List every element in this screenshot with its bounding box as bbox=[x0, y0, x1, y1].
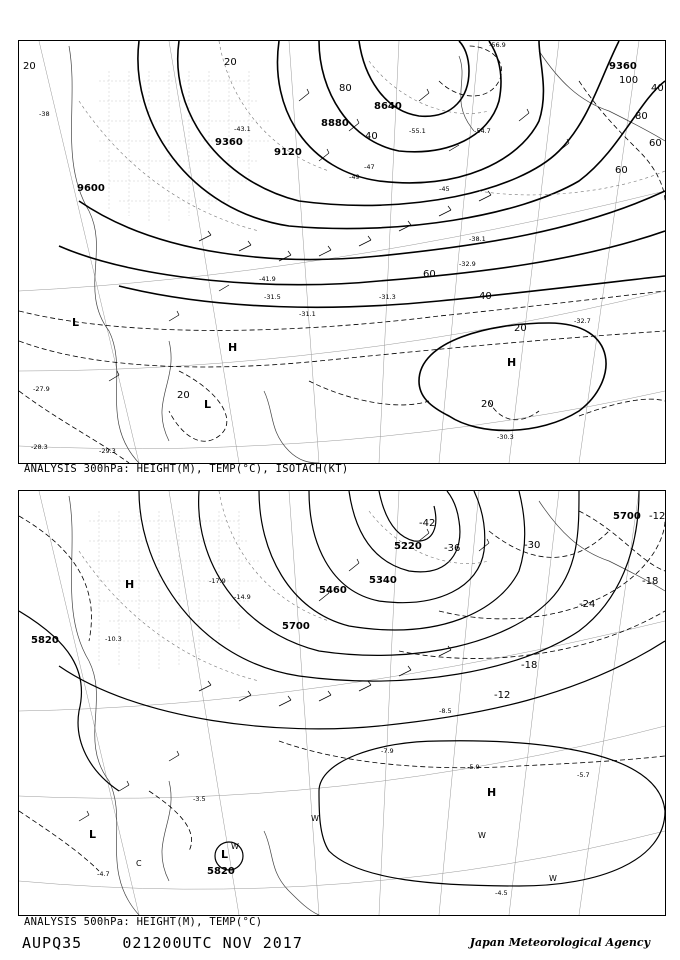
height-label: 5700 bbox=[613, 511, 641, 522]
temp-label: -38.1 bbox=[469, 235, 486, 243]
isotach-label: 40 bbox=[479, 291, 492, 302]
high-center: H bbox=[507, 356, 517, 369]
high-center: H bbox=[125, 578, 135, 591]
temp-label: -30.3 bbox=[497, 433, 514, 441]
panel-500-caption: ANALYSIS 500hPa: HEIGHT(M), TEMP(°C) bbox=[24, 916, 263, 928]
height-contours bbox=[19, 491, 665, 886]
isotherm-label: -24 bbox=[579, 599, 596, 610]
map-300hpa bbox=[18, 40, 666, 464]
map-300hpa-canvas bbox=[19, 41, 665, 463]
warm-mark: W bbox=[311, 814, 319, 823]
temp-label: -55.1 bbox=[409, 127, 426, 135]
chart-id-and-time bbox=[22, 934, 303, 952]
low-center: L bbox=[204, 398, 212, 411]
isotherm-label: -42 bbox=[419, 518, 436, 529]
isotach-label: 100 bbox=[619, 75, 639, 86]
graticule bbox=[19, 491, 665, 915]
isotherm-label: -18 bbox=[642, 576, 659, 587]
graticule bbox=[19, 41, 665, 463]
isotherm-label: -18 bbox=[521, 660, 538, 671]
wind-barbs bbox=[79, 529, 489, 821]
temp-label: -45 bbox=[439, 185, 450, 193]
map-500hpa-canvas bbox=[19, 491, 665, 915]
coastline bbox=[69, 46, 665, 463]
height-label: 5820 bbox=[207, 866, 235, 877]
isotach-label: 80 bbox=[339, 83, 352, 94]
temp-label: -28.3 bbox=[31, 443, 48, 451]
warm-mark: W bbox=[478, 831, 486, 840]
isotherm-label: -36 bbox=[444, 543, 461, 554]
station-label: -4.7 bbox=[97, 870, 110, 878]
temp-label: -38 bbox=[39, 110, 50, 118]
warm-mark: W bbox=[549, 874, 557, 883]
isotach-label: 20 bbox=[514, 323, 527, 334]
height-label: 5700 bbox=[282, 621, 310, 632]
temp-label: -29.3 bbox=[99, 447, 116, 455]
station-label: -5.7 bbox=[577, 771, 590, 779]
temp-label: -41.9 bbox=[259, 275, 276, 283]
isotach-label: 60 bbox=[615, 165, 628, 176]
height-label: 5340 bbox=[369, 575, 397, 586]
low-center: L bbox=[221, 848, 229, 861]
height-label: 8880 bbox=[321, 118, 349, 129]
temp-label: -32.9 bbox=[459, 260, 476, 268]
station-label: -3.5 bbox=[193, 795, 206, 803]
isotach-label: 80 bbox=[635, 111, 648, 122]
isotach-label: 40 bbox=[651, 83, 664, 94]
height-label: 5460 bbox=[319, 585, 347, 596]
station-label: -10.3 bbox=[105, 635, 122, 643]
isotach-lines bbox=[19, 46, 665, 463]
hatched-area bbox=[89, 511, 259, 671]
isotach-labels bbox=[23, 57, 664, 410]
isotach-label: 20 bbox=[481, 399, 494, 410]
coastline bbox=[69, 496, 665, 915]
height-label: 9360 bbox=[215, 137, 243, 148]
high-center: H bbox=[487, 786, 497, 799]
isotach-label: 20 bbox=[23, 61, 36, 72]
station-label: -17.9 bbox=[209, 577, 226, 585]
height-label: 5220 bbox=[394, 541, 422, 552]
hatched-area bbox=[99, 71, 269, 221]
cold-mark: C bbox=[136, 859, 142, 868]
temp-label: -31.1 bbox=[299, 310, 316, 318]
temp-label: -27.9 bbox=[33, 385, 50, 393]
agency-name: Japan Meteorological Agency bbox=[469, 936, 650, 949]
height-label: 5820 bbox=[31, 635, 59, 646]
station-label: -14.9 bbox=[234, 593, 251, 601]
isotach-label: 40 bbox=[365, 131, 378, 142]
height-label: 8640 bbox=[374, 101, 402, 112]
panel-300-caption: ANALYSIS 300hPa: HEIGHT(M), TEMP(°C), ISOTACH(KT) bbox=[24, 463, 349, 475]
low-center: L bbox=[72, 316, 80, 329]
isotherm-label: -12 bbox=[494, 690, 511, 701]
station-label: -5.9 bbox=[467, 763, 480, 771]
temp-label: -43.1 bbox=[234, 125, 251, 133]
station-label: -4.5 bbox=[495, 889, 508, 897]
temp-label: -31.3 bbox=[379, 293, 396, 301]
temp-label: -56.9 bbox=[489, 41, 506, 49]
warm-mark: W bbox=[231, 842, 239, 851]
temperature-labels bbox=[31, 41, 591, 455]
isotach-label: 20 bbox=[177, 390, 190, 401]
station-label: -8.5 bbox=[439, 707, 452, 715]
chart-code: AUPQ35 bbox=[22, 934, 83, 952]
temp-label: -47 bbox=[364, 163, 375, 171]
low-center: L bbox=[89, 828, 97, 841]
isotherm-labels bbox=[419, 511, 665, 701]
valid-time: 021200UTC NOV 2017 bbox=[122, 934, 303, 952]
height-label: 9360 bbox=[609, 61, 637, 72]
temp-label: -54.7 bbox=[474, 127, 491, 135]
isotherm-label: -30 bbox=[524, 540, 541, 551]
wind-barbs bbox=[109, 89, 569, 381]
isotach-label: 20 bbox=[224, 57, 237, 68]
height-contours bbox=[59, 41, 665, 430]
isotach-label: 60 bbox=[649, 138, 662, 149]
pressure-centers bbox=[72, 316, 516, 411]
high-center: H bbox=[228, 341, 238, 354]
map-500hpa bbox=[18, 490, 666, 916]
height-label: 9120 bbox=[274, 147, 302, 158]
station-label: -7.9 bbox=[381, 747, 394, 755]
warm-cold-marks bbox=[136, 814, 557, 883]
isotherm-label: -12 bbox=[649, 511, 665, 522]
temp-label: -32.7 bbox=[574, 317, 591, 325]
temp-label: -49 bbox=[349, 173, 360, 181]
isotach-label: 60 bbox=[423, 269, 436, 280]
temp-label: -31.5 bbox=[264, 293, 281, 301]
height-label: 9600 bbox=[77, 183, 105, 194]
